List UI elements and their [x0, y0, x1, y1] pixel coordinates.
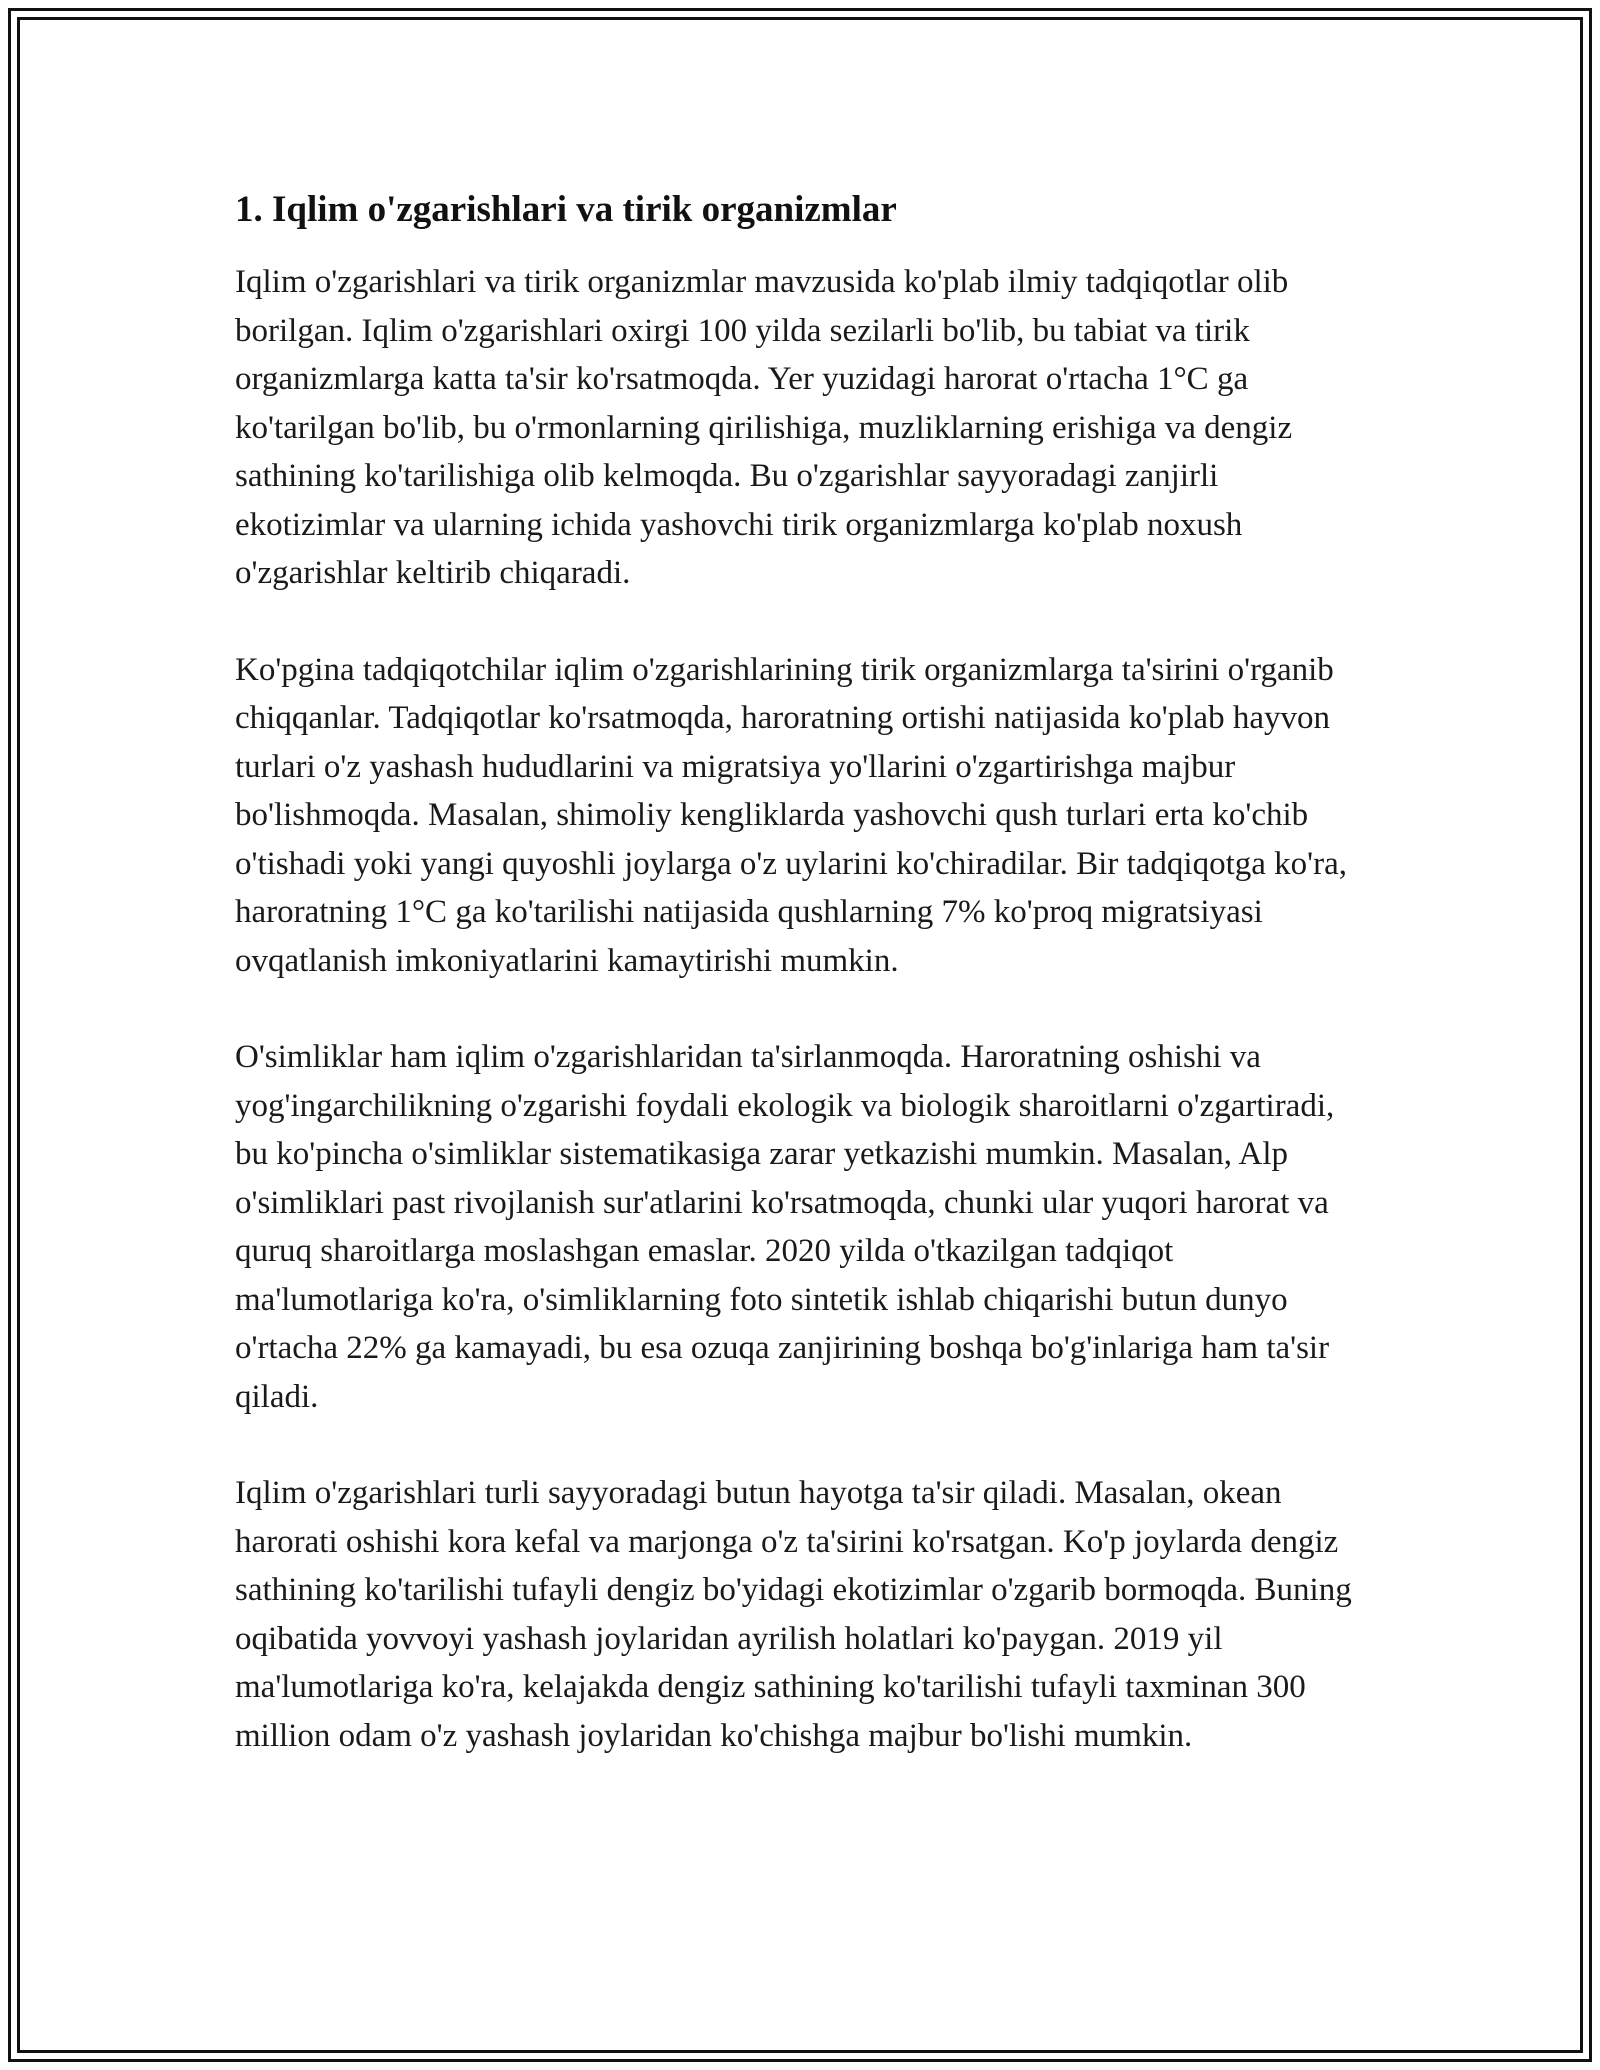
- paragraph-4: Iqlim o'zgarishlari turli sayyoradagi butun hayotga ta'sir qiladi. Masalan, okean harorati oshishi kora kefal va marjonga o'z ta'sirini ko'rsatgan. Ko'p joylarda dengiz sathining ko'tarilishi tufayli dengiz bo'yidagi ekotizimlar o'zgarib bormoqda. Buning oqibatida yovvoyi yashash joylaridan ayrilish holatlari ko'paygan. 2019 yil ma'lumotlariga ko'ra, kelajakda dengiz sathining ko'tarilishi tufayli taxminan 300 million odam o'z yashash joylaridan ko'chishga majbur bo'lishi mumkin.: [235, 1475, 1352, 1754]
- document-body: [235, 186, 1375, 1808]
- paragraph-2: Ko'pgina tadqiqotchilar iqlim o'zgarishlarining tirik organizmlarga ta'sirini o'rganib chiqqanlar. Tadqiqotlar ko'rsatmoqda, haroratning ortishi natijasida ko'plab hayvon turlari o'z yashash hududlarini va migratsiya yo'llarini o'zgartirishga majbur bo'lishmoqda. Masalan, shimoliy kengliklarda yashovchi qush turlari erta ko'chib o'tishadi yoki yangi quyoshli joylarga o'z uylarini ko'chiradilar. Bir tadqiqotga ko'ra, haroratning 1°C ga ko'tarilishi natijasida qushlarning 7% ko'proq migratsiyasi ovqatlanish imkoniyatlarini kamaytirishi mumkin.: [235, 651, 1347, 979]
- paragraph-1: Iqlim o'zgarishlari va tirik organizmlar mavzusida ko'plab ilmiy tadqiqotlar olib borilgan. Iqlim o'zgarishlari oxirgi 100 yilda sezilarli bo'lib, bu tabiat va tirik organizmlarga katta ta'sir ko'rsatmoqda. Yer yuzidagi harorat o'rtacha 1°C ga ko'tarilgan bo'lib, bu o'rmonlarning qirilishiga, muzliklarning erishiga va dengiz sathining ko'tarilishiga olib kelmoqda. Bu o'zgarishlar sayyoradagi zanjirli ekotizimlar va ularning ichida yashovchi tirik organizmlarga ko'plab noxush o'zgarishlar keltirib chiqaradi.: [235, 264, 1293, 591]
- paragraph-3: O'simliklar ham iqlim o'zgarishlaridan ta'sirlanmoqda. Haroratning oshishi va yog'ingarchilikning o'zgarishi foydali ekologik va biologik sharoitlarni o'zgartiradi, bu ko'pincha o'simliklar sistematikasiga zarar yetkazishi mumkin. Masalan, Alp o'simliklari past rivojlanish sur'atlarini ko'rsatmoqda, chunki ular yuqori harorat va quruq sharoitlarga moslashgan emaslar. 2020 yilda o'tkazilgan tadqiqot ma'lumotlariga ko'ra, o'simliklarning foto sintetik ishlab chiqarishi butun dunyo o'rtacha 22% ga kamayadi, bu esa ozuqa zanjirining boshqa bo'g'inlariga ham ta'sir qiladi.: [235, 1039, 1335, 1415]
- section-heading: 1. Iqlim o'zgarishlari va tirik organizmlar: [235, 189, 897, 230]
